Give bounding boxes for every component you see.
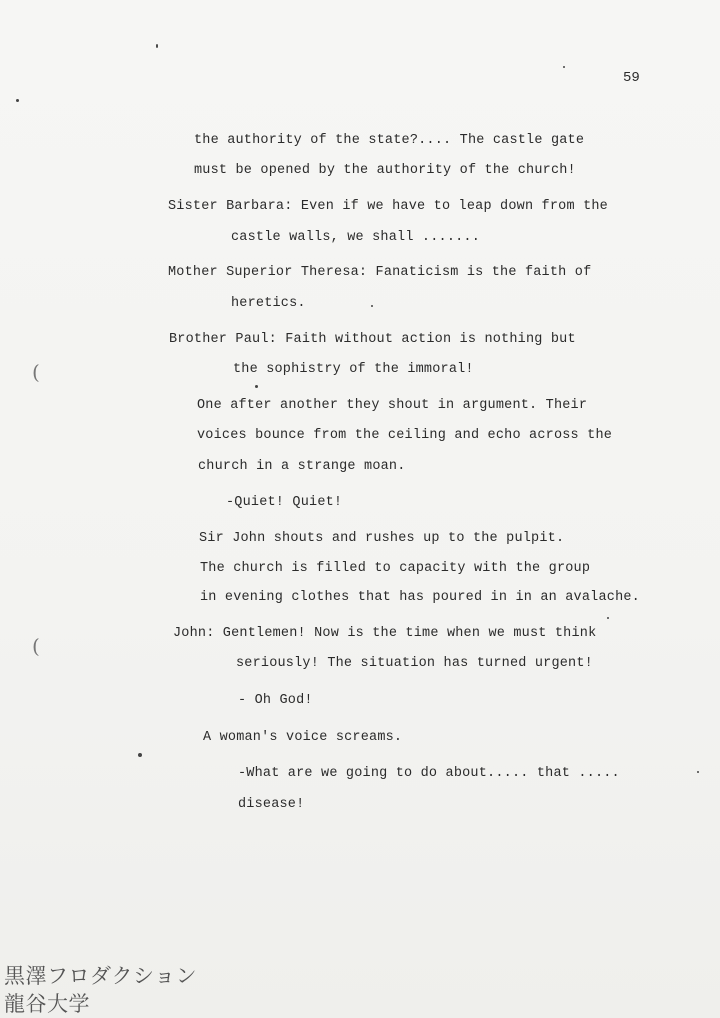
text-line: Sir John shouts and rushes up to the pulpit.	[199, 531, 565, 546]
text-line: The church is filled to capacity with the group	[200, 561, 591, 576]
text-line: Sister Barbara: Even if we have to leap down from the	[168, 199, 608, 214]
text-line: disease!	[238, 797, 305, 812]
binder-hole-mark: (	[32, 634, 40, 658]
text-line: John: Gentlemen! Now is the time when we must think	[173, 626, 597, 641]
scan-speck	[607, 617, 609, 619]
text-line: Mother Superior Theresa: Fanaticism is the faith of	[168, 265, 592, 280]
text-line: the authority of the state?.... The castle gate	[194, 133, 585, 148]
text-line: in evening clothes that has poured in in an avalache.	[200, 590, 640, 605]
text-line: voices bounce from the ceiling and echo across the	[197, 428, 613, 443]
text-line: castle walls, we shall .......	[231, 230, 481, 245]
text-line: heretics.	[231, 296, 306, 311]
scan-speck	[697, 771, 699, 773]
scan-speck	[156, 44, 158, 48]
scan-speck	[138, 753, 142, 757]
text-line: A woman's voice screams.	[203, 730, 403, 745]
scan-speck	[563, 66, 565, 68]
watermark-line: 黒澤フロダクション	[4, 964, 198, 988]
binder-hole-mark: (	[32, 360, 40, 384]
scan-speck	[255, 385, 258, 388]
page-number: 59	[623, 70, 640, 86]
text-line: seriously! The situation has turned urgent!	[236, 656, 593, 671]
text-line: Brother Paul: Faith without action is nothing but	[169, 332, 576, 347]
text-line: - Oh God!	[238, 693, 313, 708]
scan-speck	[371, 305, 373, 307]
text-line: -Quiet! Quiet!	[226, 495, 343, 510]
text-line: the sophistry of the immoral!	[233, 362, 474, 377]
scan-speck	[16, 99, 19, 102]
text-line: -What are we going to do about..... that .....	[238, 766, 620, 781]
watermark-line: 龍谷大学	[4, 992, 90, 1016]
text-line: One after another they shout in argument. Their	[197, 398, 588, 413]
text-line: must be opened by the authority of the church!	[194, 163, 576, 178]
text-line: church in a strange moan.	[198, 459, 406, 474]
